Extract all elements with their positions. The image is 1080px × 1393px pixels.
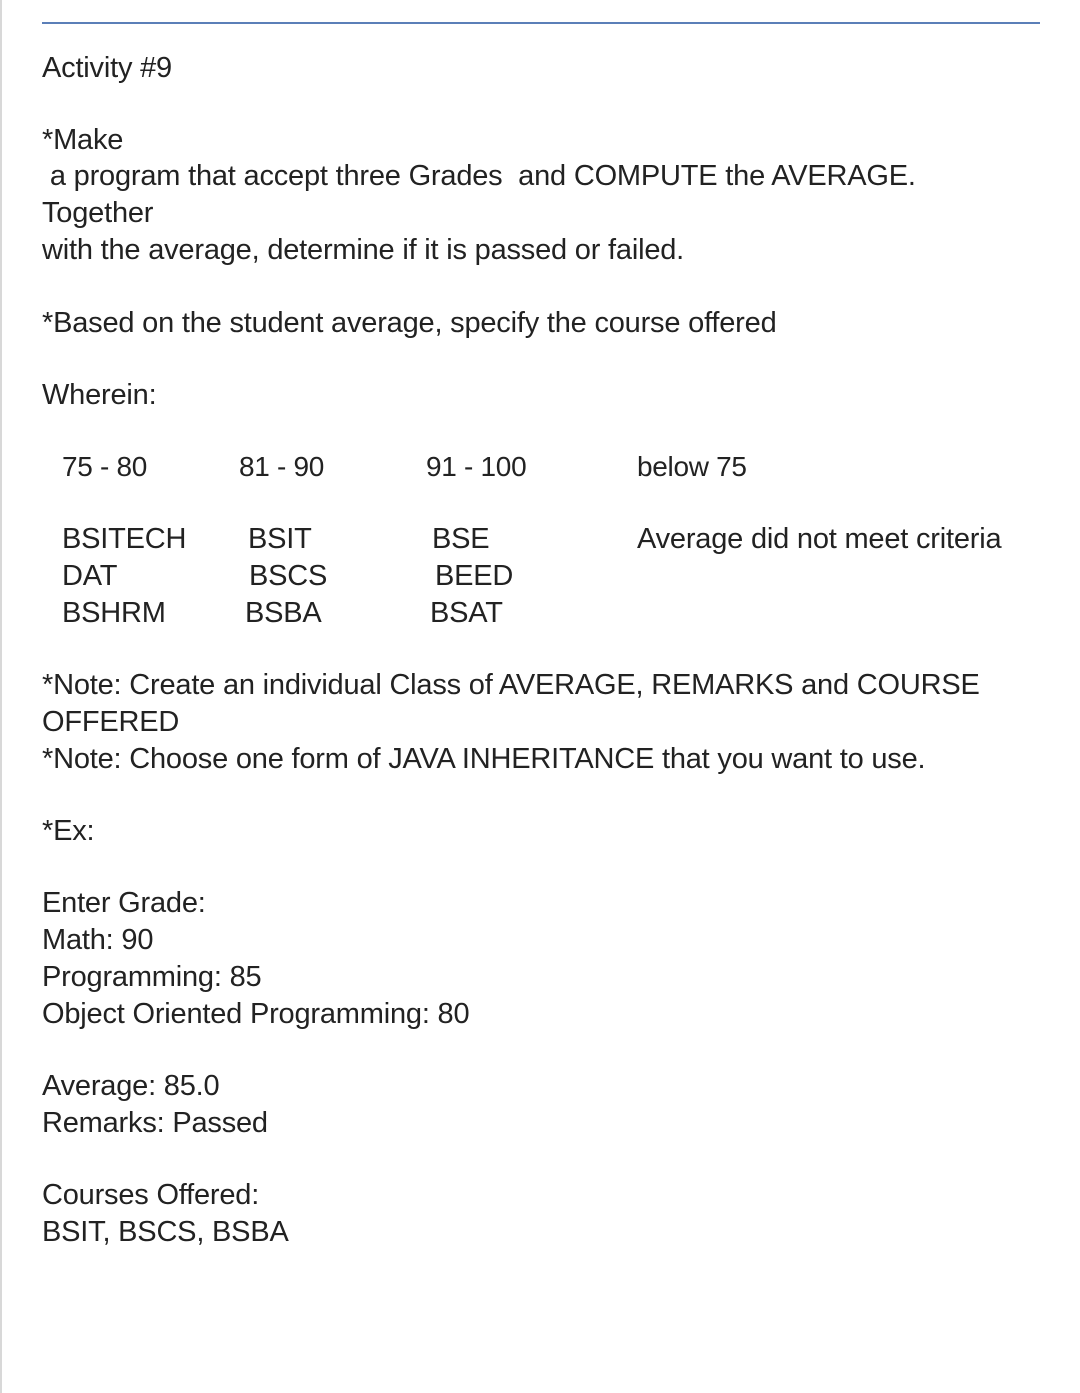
example-label: *Ex:: [42, 815, 95, 847]
range-header-below-75: below 75: [637, 451, 747, 482]
oop-grade: Object Oriented Programming: 80: [42, 998, 470, 1030]
remarks-output: Remarks: Passed: [42, 1107, 268, 1139]
course-item: BSITECH: [62, 523, 187, 555]
wherein-label: Wherein:: [42, 379, 157, 411]
courses-offered-value: BSIT, BSCS, BSBA: [42, 1216, 289, 1248]
course-item: DAT: [62, 560, 118, 592]
programming-grade: Programming: 85: [42, 961, 262, 993]
instruction-line-1: *Make: [42, 124, 124, 156]
instruction-line-3: Together: [42, 197, 154, 229]
course-item: BEED: [435, 560, 514, 592]
average-output: Average: 85.0: [42, 1070, 220, 1102]
note-1-line-2: OFFERED: [42, 706, 180, 738]
course-item: BSIT: [248, 523, 312, 555]
course-item: BSCS: [249, 560, 328, 592]
top-divider: [42, 22, 1040, 24]
note-2: *Note: Choose one form of JAVA INHERITANCE that you want to use.: [42, 743, 926, 775]
course-item: BSHRM: [62, 597, 166, 629]
instruction-line-5: *Based on the student average, specify the course offered: [42, 307, 777, 339]
criteria-note: Average did not meet criteria: [637, 523, 1002, 555]
range-header-91-100: 91 - 100: [426, 451, 527, 482]
courses-offered-label: Courses Offered:: [42, 1179, 260, 1211]
range-header-75-80: 75 - 80: [62, 451, 148, 482]
course-item: BSAT: [430, 597, 503, 629]
instruction-line-2: a program that accept three Grades and COMPUTE the AVERAGE.: [42, 160, 916, 192]
page-left-border: [0, 0, 2, 1393]
course-item: BSBA: [245, 597, 322, 629]
range-header-81-90: 81 - 90: [239, 451, 325, 482]
instruction-line-4: with the average, determine if it is passed or failed.: [42, 234, 685, 266]
math-grade: Math: 90: [42, 924, 154, 956]
enter-grade-label: Enter Grade:: [42, 887, 206, 919]
course-item: BSE: [432, 523, 490, 555]
note-1-line-1: *Note: Create an individual Class of AVERAGE, REMARKS and COURSE: [42, 669, 980, 701]
activity-title: Activity #9: [42, 52, 172, 84]
